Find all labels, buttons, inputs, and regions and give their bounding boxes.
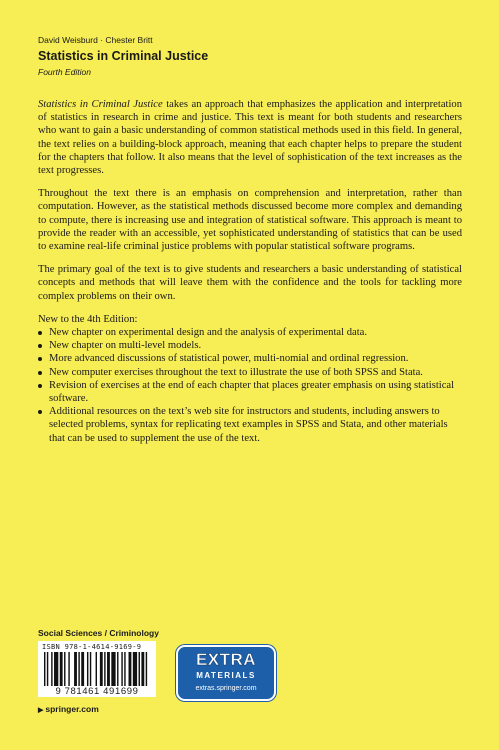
barcode-bar — [111, 652, 115, 686]
barcode-bar — [87, 652, 88, 686]
barcode-bar — [90, 652, 91, 686]
list-item: New computer exercises throughout the text to illustrate the use of both SPSS and Stata. — [38, 366, 462, 379]
edition: Fourth Edition — [38, 67, 91, 77]
subject-category: Social Sciences / Criminology — [38, 628, 159, 638]
badge-url: extras.springer.com — [195, 685, 257, 692]
barcode-digits: 9 781461 491699 — [55, 686, 139, 697]
list-item: New chapter on multi-level models. — [38, 339, 462, 352]
barcode-bar — [51, 652, 52, 686]
paragraph-1-text: takes an approach that emphasizes the application and interpretation of statistics in research in crime and justice. This text is meant for both students and researchers who want to gain a basic understanding of common statistical methods used in this field. In general, the text relies on a building-block approach, meaning that each chapter helps to prepare the student for the chapters that follow. It also means that the level of sophistication of the text increases as the text progresses. — [38, 99, 462, 177]
barcode-bar — [74, 652, 77, 686]
list-item: More advanced discussions of statistical power, multi-nomial and ordinal regression. — [38, 352, 462, 365]
paragraph-3: The primary goal of the text is to give students and researchers a basic understanding of statistical concepts and methods that will leave them with the confidence and the tools for tackling more complex problems on their own. — [38, 264, 462, 302]
barcode-bar — [104, 652, 105, 686]
paragraph-2: Throughout the text there is an emphasis on comprehension and interpretation, rather than computation. However, as the statistical methods discussed become more complex and demanding to compute, there is increasing use and integration of statistical software. This approach is meant to provide the reader with an accessible, yet sophisticated understanding of statistics that can be used to examine real-life criminal justice problems with popular statistical software programs. — [38, 188, 462, 253]
barcode-bar — [81, 652, 84, 686]
publisher-url: springer.com — [45, 704, 99, 714]
barcode-bar — [107, 652, 110, 686]
barcode-bar — [146, 652, 147, 686]
publisher-link[interactable] — [38, 704, 99, 714]
barcode-bar — [121, 652, 122, 686]
badge-subtitle: MATERIALS — [196, 671, 256, 680]
barcode-bar — [60, 652, 63, 686]
barcode-bar — [129, 652, 132, 686]
arrow-right-icon: ▶ — [38, 707, 44, 714]
barcode-bar — [133, 652, 137, 686]
barcode-bar — [141, 652, 144, 686]
list-intro: New to the 4th Edition: — [38, 313, 138, 325]
barcode-bar — [54, 652, 58, 686]
barcode-bar — [68, 652, 69, 686]
barcode-bar — [44, 652, 45, 686]
book-title: Statistics in Criminal Justice — [38, 49, 209, 63]
paragraph-1 — [38, 98, 462, 177]
barcode-bar — [47, 652, 48, 686]
authors: David Weisburd · Chester Britt — [38, 35, 153, 45]
barcode — [38, 641, 156, 697]
barcode-bar — [96, 652, 97, 686]
barcode-bars — [44, 652, 150, 686]
new-features-list — [38, 326, 462, 445]
list-item: Additional resources on the text’s web site for instructors and students, including answers to selected problems, syntax for replicating text examples in SPSS and Stata, and other materials that can be used to supplement the use of the text. — [38, 405, 462, 445]
barcode-bar — [139, 652, 140, 686]
description — [38, 98, 462, 445]
barcode-bar — [100, 652, 103, 686]
barcode-bar — [117, 652, 118, 686]
title-reference: Statistics in Criminal Justice — [38, 99, 163, 110]
barcode-bar — [64, 652, 65, 686]
list-item: Revision of exercises at the end of each chapter that places greater emphasis on using statistical software. — [38, 379, 462, 405]
extra-materials-badge[interactable] — [176, 645, 276, 701]
isbn-text: ISBN 978-1-4614-9169-9 — [42, 643, 142, 651]
barcode-bar — [78, 652, 79, 686]
list-item: New chapter on experimental design and the analysis of experimental data. — [38, 326, 462, 339]
badge-title: EXTRA — [195, 650, 257, 669]
barcode-bar — [124, 652, 125, 686]
